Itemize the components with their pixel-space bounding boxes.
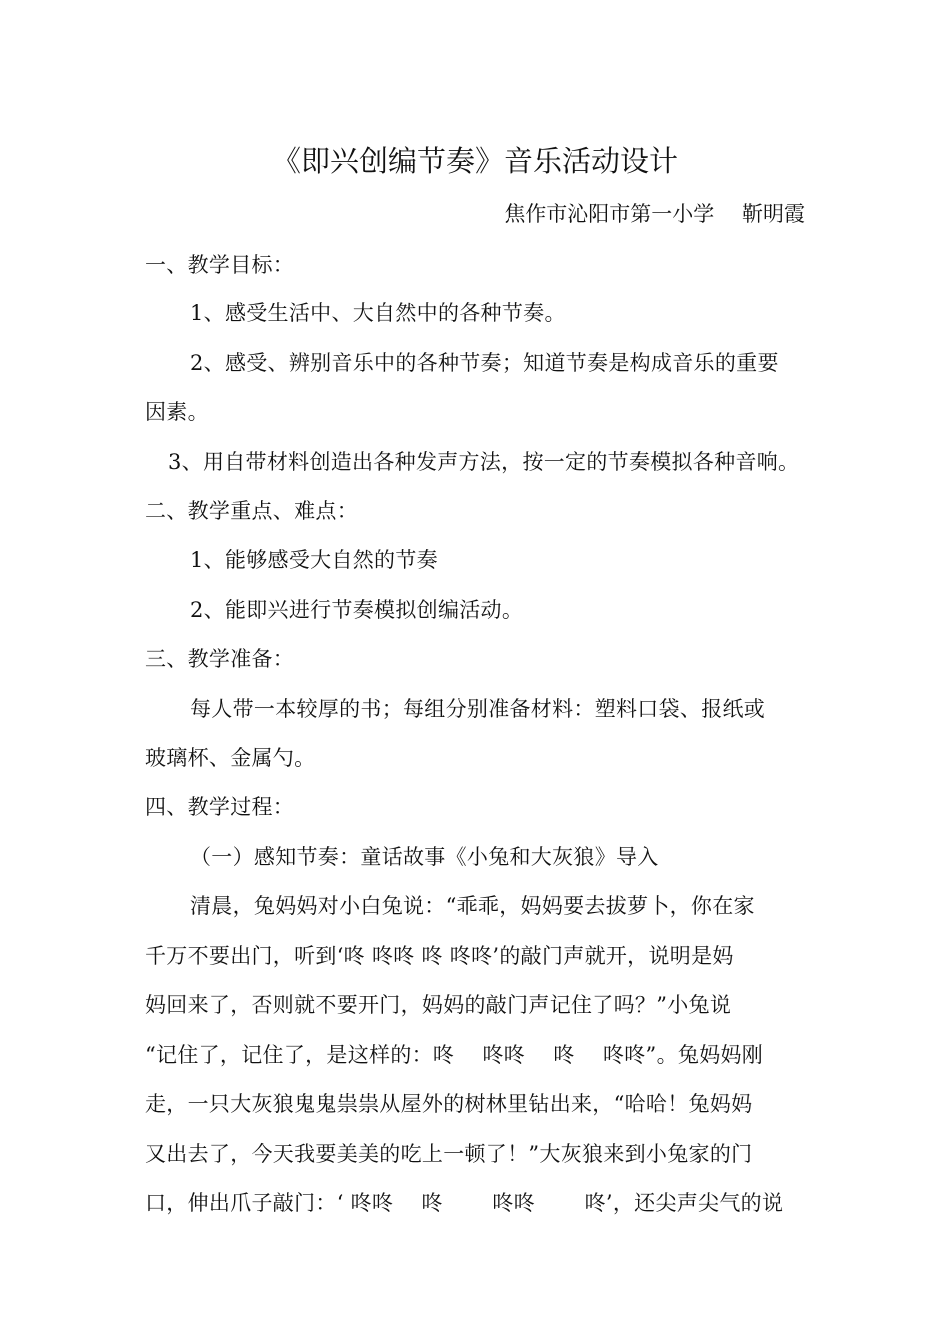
objective-item-2-cont: 因素。 bbox=[145, 400, 209, 424]
story-paragraph-line: 清晨，兔妈妈对小白兔说：“乖乖，妈妈要去拔萝卜，你在家 bbox=[190, 894, 755, 918]
story-paragraph-line: 千万不要出门，听到‘咚 咚咚 咚 咚咚’的敲门声就开，说明是妈 bbox=[145, 944, 734, 968]
story-paragraph-line: 妈回来了，否则就不要开门，妈妈的敲门声记住了吗？”小兔说 bbox=[145, 993, 732, 1017]
story-paragraph-line: “记住了，记住了，是这样的：咚 咚咚 咚 咚咚”。兔妈妈刚 bbox=[145, 1043, 764, 1067]
section-heading-process: 四、教学过程： bbox=[145, 795, 295, 819]
objective-item-2: 2、感受、辨别音乐中的各种节奏；知道节奏是构成音乐的重要 bbox=[190, 351, 779, 375]
preparation-text-cont: 玻璃杯、金属勺。 bbox=[145, 746, 316, 770]
section-heading-focus: 二、教学重点、难点： bbox=[145, 499, 358, 523]
story-paragraph-line: 又出去了，今天我要美美的吃上一顿了！”大灰狼来到小兔家的门 bbox=[145, 1142, 753, 1166]
objective-item-1: 1、感受生活中、大自然中的各种节奏。 bbox=[190, 301, 566, 325]
preparation-text: 每人带一本较厚的书；每组分别准备材料：塑料口袋、报纸或 bbox=[190, 697, 766, 721]
section-heading-objectives: 一、教学目标： bbox=[145, 253, 295, 277]
section-heading-preparation: 三、教学准备： bbox=[145, 647, 295, 671]
objective-item-3: 3、用自带材料创造出各种发声方法，按一定的节奏模拟各种音响。 bbox=[168, 450, 800, 474]
focus-item-1: 1、能够感受大自然的节奏 bbox=[190, 548, 438, 572]
process-subheading-1: （一）感知节奏：童话故事《小兔和大灰狼》导入 bbox=[190, 845, 659, 869]
document-title: 《即兴创编节奏》音乐活动设计 bbox=[271, 144, 678, 178]
story-paragraph-line: 走，一只大灰狼鬼鬼祟祟从屋外的树林里钻出来，“哈哈！兔妈妈 bbox=[145, 1092, 753, 1116]
story-paragraph-line: 口，伸出爪子敲门：‘ 咚咚 咚 咚咚 咚’，还尖声尖气的说 bbox=[145, 1191, 784, 1215]
focus-item-2: 2、能即兴进行节奏模拟创编活动。 bbox=[190, 598, 524, 622]
author-line: 焦作市沁阳市第一小学 靳明霞 bbox=[504, 202, 805, 226]
